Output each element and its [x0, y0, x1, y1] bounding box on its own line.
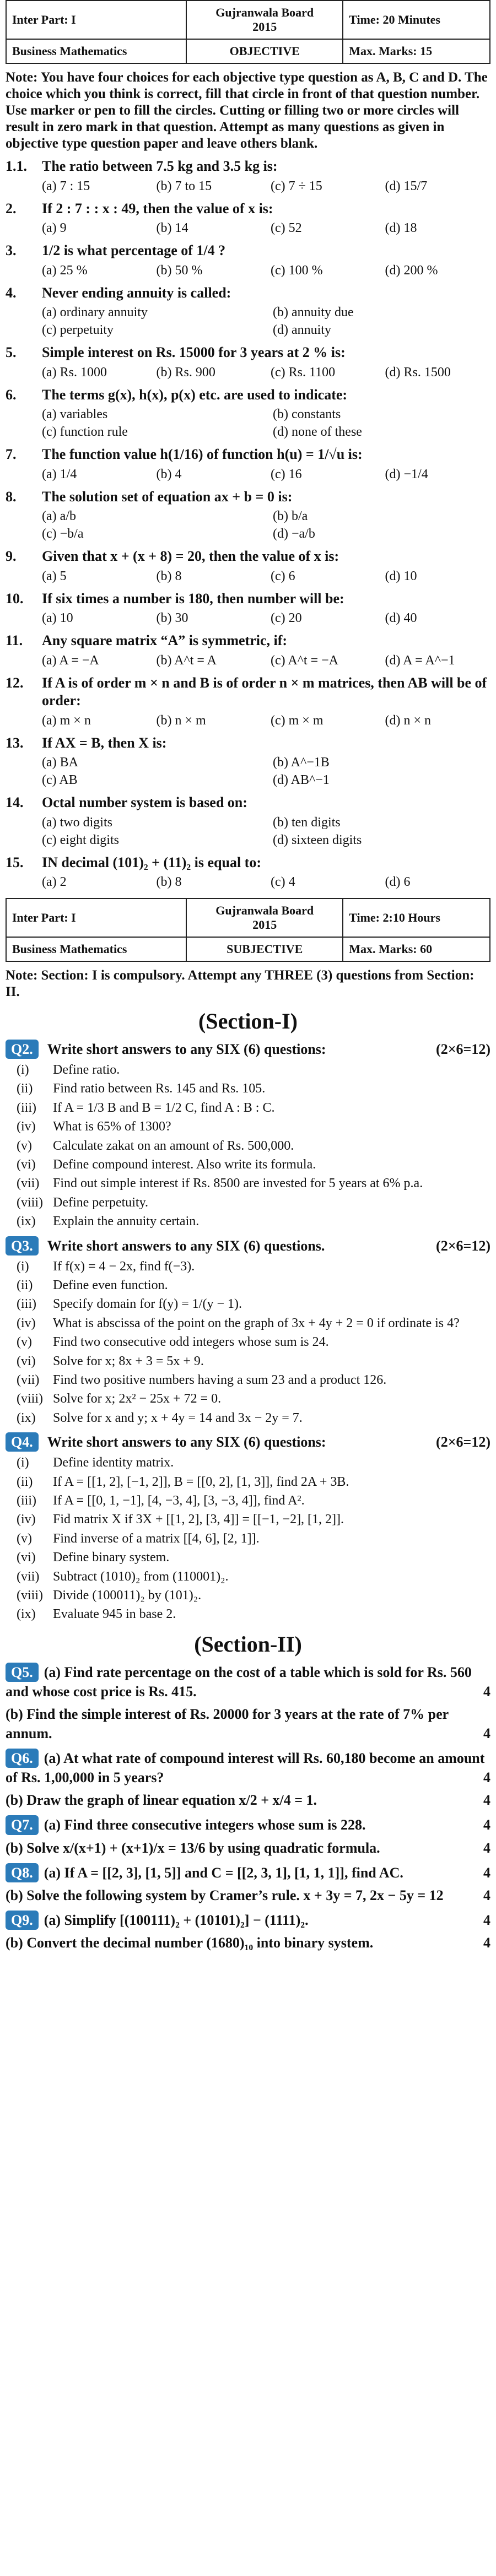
section-2-tag: Q6. [6, 1749, 39, 1768]
section-2-part-a [6, 1663, 490, 1701]
q4-block [6, 1432, 490, 1623]
section-2-part-a [6, 1863, 490, 1882]
mcq-options [42, 304, 490, 338]
section-2-part-a-marks: 4 [483, 1769, 490, 1786]
mcq-text: IN decimal (101)₂ + (11)₂ is equal to: [42, 854, 261, 870]
q3-tag: Q3. [6, 1236, 39, 1255]
section-2-part-a-marks: 4 [483, 1683, 490, 1700]
mcq-option: (c) perpetuity [42, 323, 114, 337]
item-number: (vi) [17, 1354, 36, 1368]
section-2-part-a-text: (a) At what rate of compound interest will Rs. 60,180 become an amount of Rs. 1,00,000 in 5 years? [6, 1750, 485, 1786]
question-item [17, 1194, 490, 1211]
mcq-text: Given that x + (x + 8) = 20, then the value of x is: [42, 548, 339, 564]
mcq-option: (a) 25 % [42, 263, 88, 278]
mcq-item [6, 158, 490, 194]
subjective-part: Inter Part: I [6, 899, 186, 937]
mcq-option: (b) annuity due [273, 305, 354, 320]
question-item [17, 1605, 490, 1623]
section-2-question [6, 1863, 490, 1905]
mcq-options [42, 508, 490, 542]
mcq-option: (a) 1/4 [42, 467, 77, 481]
mcq-option: (b) ten digits [273, 815, 341, 830]
mcq-number: 6. [6, 386, 17, 403]
item-number: (ix) [17, 1607, 36, 1622]
mcq-option: (d) −1/4 [385, 467, 428, 481]
mcq-question [6, 242, 490, 260]
mcq-question [6, 158, 490, 176]
item-number: (vii) [17, 1569, 40, 1584]
mcq-item [6, 734, 490, 789]
mcq-option: (d) 6 [385, 875, 411, 889]
mcq-option: (b) n × m [156, 713, 206, 728]
mcq-text: Any square matrix “A” is symmetric, if: [42, 632, 288, 648]
question-item [17, 1568, 490, 1585]
item-number: (iii) [17, 1297, 36, 1312]
item-text: If f(x) = 4 − 2x, find f(−3). [53, 1259, 195, 1274]
item-text: Find two consecutive odd integers whose sum is 24. [53, 1335, 329, 1350]
item-number: (vii) [17, 1176, 40, 1191]
objective-time: Time: 20 Minutes [343, 1, 490, 39]
question-item [17, 1118, 490, 1135]
item-text: Divide (100011)₂ by (101)₂. [53, 1588, 202, 1603]
mcq-option: (b) constants [273, 407, 341, 421]
section-2-questions [6, 1663, 490, 1952]
objective-type: OBJECTIVE [186, 39, 343, 63]
item-number: (vi) [17, 1550, 36, 1565]
item-number: (viii) [17, 1195, 43, 1210]
item-text: Solve for x; 8x + 3 = 5x + 9. [53, 1354, 204, 1368]
mcq-item [6, 854, 490, 891]
item-number: (ix) [17, 1410, 36, 1425]
question-item [17, 1333, 490, 1351]
mcq-option: (c) 16 [271, 467, 302, 481]
mcq-option: (d) AB^−1 [273, 773, 330, 787]
question-item [17, 1258, 490, 1275]
section-2-part-b-marks: 4 [483, 1725, 490, 1742]
question-item [17, 1156, 490, 1173]
mcq-item [6, 674, 490, 729]
mcq-text: 1/2 is what percentage of 1/4 ? [42, 242, 226, 258]
mcq-item [6, 386, 490, 441]
mcq-option: (c) 20 [271, 611, 302, 625]
q2-heading [6, 1040, 490, 1059]
mcq-item [6, 200, 490, 237]
item-number: (iv) [17, 1119, 36, 1134]
section-2-part-b [6, 1838, 490, 1858]
item-text: If A = [[0, 1, −1], [4, −3, 4], [3, −3, 4]], find A². [53, 1493, 305, 1508]
mcq-options [42, 712, 490, 729]
item-text: Define identity matrix. [53, 1455, 174, 1470]
mcq-option: (a) a/b [42, 509, 76, 523]
mcq-options [42, 262, 490, 279]
mcq-option: (a) variables [42, 407, 108, 421]
mcq-option: (a) 9 [42, 221, 67, 235]
mcq-option: (a) two digits [42, 815, 112, 830]
section-2-part-a-text: (a) Simplify [(100111)₂ + (10101)₂] − (1111)₂. [44, 1912, 309, 1928]
mcq-text: If AX = B, then X is: [42, 734, 167, 751]
mcq-options [42, 652, 490, 669]
mcq-option: (d) Rs. 1500 [385, 365, 451, 380]
item-number: (iii) [17, 1493, 36, 1508]
mcq-text: The ratio between 7.5 kg and 3.5 kg is: [42, 158, 278, 174]
item-text: Define binary system. [53, 1550, 170, 1565]
section-2-part-b-marks: 4 [483, 1887, 490, 1903]
mcq-item [6, 488, 490, 543]
objective-board [186, 1, 343, 39]
mcq-item [6, 548, 490, 585]
mcq-question [6, 548, 490, 566]
item-text: Define compound interest. Also write its formula. [53, 1157, 316, 1172]
mcq-option: (b) A^−1B [273, 755, 330, 770]
mcq-options [42, 364, 490, 381]
mcq-option: (a) Rs. 1000 [42, 365, 107, 380]
mcq-options [42, 754, 490, 788]
q4-tag: Q4. [6, 1432, 39, 1452]
mcq-option: (b) 7 to 15 [156, 178, 212, 193]
section-2-part-a-marks: 4 [483, 1864, 490, 1881]
question-item [17, 1213, 490, 1230]
item-text: Explain the annuity certain. [53, 1214, 200, 1229]
mcq-number: 5. [6, 344, 17, 360]
section-2-part-b [6, 1704, 490, 1743]
item-text: Specify domain for f(y) = 1/(y − 1). [53, 1297, 242, 1312]
mcq-number: 9. [6, 548, 17, 564]
section-2-part-a-text: (a) If A = [[2, 3], [1, 5]] and C = [[2, 3, 1], [1, 1, 1]], find AC. [44, 1864, 403, 1881]
mcq-option: (a) 5 [42, 569, 67, 583]
section-2-title: (Section-II) [194, 1631, 302, 1657]
mcq-question [6, 854, 490, 872]
objective-max-marks: Max. Marks: 15 [343, 39, 490, 63]
subjective-type: SUBJECTIVE [186, 937, 343, 961]
mcq-number: 3. [6, 242, 17, 258]
section-2-question [6, 1815, 490, 1857]
question-item [17, 1352, 490, 1370]
mcq-option: (b) 14 [156, 221, 188, 235]
question-item [17, 1473, 490, 1491]
mcq-option: (c) 100 % [271, 263, 323, 278]
mcq-option: (b) 30 [156, 611, 188, 625]
section-2-part-b-marks: 4 [483, 1934, 490, 1951]
item-text: Find out simple interest if Rs. 8500 are invested for 5 years at 6% p.a. [53, 1176, 423, 1191]
mcq-option: (b) b/a [273, 509, 308, 523]
item-number: (ii) [17, 1081, 33, 1096]
mcq-number: 7. [6, 446, 17, 462]
section-2-part-b-text: (b) Find the simple interest of Rs. 20000 for 3 years at the rate of 7% per annum. [6, 1706, 449, 1742]
item-text: If A = [[1, 2], [−1, 2]], B = [[0, 2], [1, 3]], find 2A + 3B. [53, 1474, 349, 1489]
subjective-max-marks: Max. Marks: 60 [343, 937, 490, 961]
section-2-part-a [6, 1749, 490, 1787]
question-item [17, 1492, 490, 1509]
question-item [17, 1454, 490, 1471]
subjective-time: Time: 2:10 Hours [343, 899, 490, 937]
item-number: (ii) [17, 1278, 33, 1293]
section-2-part-a-marks: 4 [483, 1817, 490, 1833]
mcq-option: (d) A = A^−1 [385, 653, 455, 668]
section-2-tag: Q9. [6, 1911, 39, 1930]
item-number: (iv) [17, 1512, 36, 1527]
mcq-question [6, 446, 490, 464]
item-number: (viii) [17, 1392, 43, 1406]
mcq-option: (b) A^t = A [156, 653, 217, 668]
section-2-part-b-marks: 4 [483, 1839, 490, 1856]
mcq-text: Never ending annuity is called: [42, 284, 231, 301]
mcq-option: (d) annuity [273, 323, 331, 337]
mcq-question [6, 386, 490, 404]
mcq-text: If 2 : 7 : : x : 49, then the value of x is: [42, 200, 273, 217]
mcq-text: If A is of order m × n and B is of order n × m matrices, then AB will be of order: [42, 674, 487, 708]
mcq-options [42, 874, 490, 890]
objective-header [6, 0, 490, 64]
mcq-option: (a) 10 [42, 611, 73, 625]
mcq-option: (c) A^t = −A [271, 653, 338, 668]
mcq-text: The function value h(1/16) of function h(u) = 1/√u is: [42, 446, 363, 462]
section-2-question [6, 1749, 490, 1810]
section-1-title: (Section-I) [198, 1009, 298, 1033]
item-number: (vii) [17, 1373, 40, 1388]
section-2-question [6, 1911, 490, 1952]
mcq-item [6, 632, 490, 669]
q2-marks: (2×6=12) [436, 1041, 490, 1057]
mcq-number: 8. [6, 488, 17, 505]
mcq-number: 11. [6, 632, 23, 648]
section-2-part-a-marks: 4 [483, 1912, 490, 1928]
mcq-text: The terms g(x), h(x), p(x) etc. are used to indicate: [42, 386, 348, 403]
q2-tag: Q2. [6, 1040, 39, 1059]
item-text: What is 65% of 1300? [53, 1119, 171, 1134]
mcq-option: (c) 4 [271, 875, 295, 889]
mcq-options [42, 406, 490, 440]
section-2-part-b-text: (b) Solve the following system by Cramer’s rule. x + 3y = 7, 2x − 5y = 12 [6, 1887, 444, 1903]
question-item [17, 1137, 490, 1155]
mcq-list [6, 158, 490, 890]
section-2-part-b [6, 1886, 490, 1905]
mcq-option: (d) 10 [385, 569, 417, 583]
section-2-part-a [6, 1815, 490, 1834]
mcq-item [6, 590, 490, 627]
q4-marks: (2×6=12) [436, 1434, 490, 1451]
mcq-option: (b) 50 % [156, 263, 203, 278]
q3-marks: (2×6=12) [436, 1237, 490, 1254]
item-number: (i) [17, 1455, 29, 1470]
mcq-option: (a) BA [42, 755, 78, 770]
item-number: (v) [17, 1138, 32, 1153]
section-2-part-b-text: (b) Solve x/(x+1) + (x+1)/x = 13/6 by using quadratic formula. [6, 1839, 380, 1856]
mcq-item [6, 242, 490, 279]
section-2-tag: Q8. [6, 1863, 39, 1882]
mcq-option: (c) m × m [271, 713, 324, 728]
q2-title: Write short answers to any SIX (6) questions: [47, 1041, 326, 1057]
mcq-option: (c) −b/a [42, 527, 84, 541]
item-text: Subtract (1010)₂ from (110001)₂. [53, 1569, 229, 1584]
mcq-text: The solution set of equation ax + b = 0 is: [42, 488, 293, 505]
question-item [17, 1530, 490, 1547]
mcq-option: (d) none of these [273, 425, 362, 439]
mcq-text: Simple interest on Rs. 15000 for 3 years at 2 % is: [42, 344, 346, 360]
item-text: Calculate zakat on an amount of Rs. 500,000. [53, 1138, 294, 1153]
section-2-part-b [6, 1790, 490, 1810]
section-2-question [6, 1663, 490, 1743]
section-2-part-a-text: (a) Find rate percentage on the cost of a table which is sold for Rs. 560 and whose cost price is Rs. 415. [6, 1664, 472, 1700]
mcq-option: (c) 7 ÷ 15 [271, 178, 322, 193]
mcq-option: (d) sixteen digits [273, 832, 362, 847]
mcq-item [6, 344, 490, 381]
mcq-question [6, 674, 490, 710]
mcq-option: (a) A = −A [42, 653, 99, 668]
mcq-option: (d) 18 [385, 221, 417, 235]
item-number: (v) [17, 1531, 32, 1546]
q2-items [17, 1061, 490, 1231]
objective-board-name: Gujranwala Board [215, 6, 314, 19]
mcq-number: 13. [6, 734, 24, 751]
question-item [17, 1549, 490, 1566]
mcq-item [6, 794, 490, 848]
mcq-option: (c) function rule [42, 425, 128, 439]
q4-heading [6, 1432, 490, 1452]
mcq-number: 14. [6, 794, 24, 810]
mcq-option: (a) 2 [42, 875, 67, 889]
mcq-question [6, 794, 490, 812]
q3-block [6, 1236, 490, 1427]
item-text: Solve for x; 2x² − 25x + 72 = 0. [53, 1392, 222, 1406]
section-2-part-a [6, 1911, 490, 1930]
question-item [17, 1061, 490, 1079]
mcq-option: (c) eight digits [42, 832, 119, 847]
subjective-board [186, 899, 343, 937]
section-2-part-b-marks: 4 [483, 1792, 490, 1809]
question-item [17, 1587, 490, 1604]
subjective-header [6, 898, 490, 962]
mcq-options [42, 220, 490, 236]
objective-part: Inter Part: I [6, 1, 186, 39]
mcq-number: 2. [6, 200, 17, 217]
mcq-number: 1.1. [6, 158, 27, 174]
item-text: What is abscissa of the point on the graph of 3x + 4y + 2 = 0 if ordinate is 4? [53, 1316, 460, 1330]
question-item [17, 1409, 490, 1427]
mcq-option: (c) AB [42, 773, 78, 787]
mcq-option: (a) m × n [42, 713, 91, 728]
subjective-board-year: 2015 [252, 918, 277, 932]
objective-note: Note: You have four choices for each objective type question as A, B, C and D. The choice which you think is correct, fill that circle in front of that question number. Use marker or pen to fill the circles. Cutting or filling two or more circles will result in zero mark in that question. Attempt as many questions as given in objective type question paper and leave others blank. [6, 70, 488, 151]
question-item [17, 1295, 490, 1313]
mcq-number: 4. [6, 284, 17, 301]
item-text: Define even function. [53, 1278, 168, 1293]
question-item [17, 1080, 490, 1097]
q3-title: Write short answers to any SIX (6) questions. [47, 1237, 325, 1254]
section-2-tag: Q5. [6, 1663, 39, 1682]
q4-title: Write short answers to any SIX (6) questions: [47, 1434, 326, 1451]
mcq-text: If six times a number is 180, then number will be: [42, 590, 344, 607]
item-text: Evaluate 945 in base 2. [53, 1607, 176, 1622]
subjective-subject: Business Mathematics [6, 937, 186, 961]
mcq-option: (b) 8 [156, 875, 182, 889]
mcq-text: Octal number system is based on: [42, 794, 247, 810]
section-2-part-b [6, 1933, 490, 1952]
mcq-number: 12. [6, 674, 24, 691]
mcq-option: (d) 200 % [385, 263, 438, 278]
mcq-option: (b) Rs. 900 [156, 365, 215, 380]
mcq-question [6, 632, 490, 650]
mcq-option: (d) 40 [385, 611, 417, 625]
mcq-question [6, 488, 490, 506]
item-text: Fid matrix X if 3X + [[1, 2], [3, 4]] = [[−1, −2], [1, 2]]. [53, 1512, 344, 1527]
q3-items [17, 1258, 490, 1427]
item-text: Find ratio between Rs. 145 and Rs. 105. [53, 1081, 266, 1096]
mcq-question [6, 284, 490, 302]
question-item [17, 1099, 490, 1117]
mcq-question [6, 344, 490, 362]
mcq-question [6, 200, 490, 218]
objective-board-year: 2015 [252, 20, 277, 34]
subjective-note: Note: Section: I is compulsory. Attempt any THREE (3) questions from Section: II. [6, 968, 475, 999]
item-number: (vi) [17, 1157, 36, 1172]
mcq-options [42, 568, 490, 585]
item-number: (viii) [17, 1588, 43, 1603]
mcq-option: (d) −a/b [273, 527, 315, 541]
mcq-number: 10. [6, 590, 24, 607]
question-item [17, 1371, 490, 1389]
question-item [17, 1511, 490, 1528]
item-number: (i) [17, 1063, 29, 1078]
item-text: Find two positive numbers having a sum 23 and a product 126. [53, 1373, 387, 1388]
mcq-options [42, 610, 490, 626]
mcq-options [42, 178, 490, 194]
section-2-tag: Q7. [6, 1815, 39, 1834]
q2-block [6, 1040, 490, 1231]
mcq-option: (c) 52 [271, 221, 302, 235]
item-text: If A = 1/3 B and B = 1/2 C, find A : B : C. [53, 1100, 275, 1115]
question-item [17, 1175, 490, 1192]
q3-heading [6, 1236, 490, 1255]
mcq-options [42, 466, 490, 483]
item-number: (i) [17, 1259, 29, 1274]
section-2-part-b-text: (b) Convert the decimal number (1680)₁₀ into binary system. [6, 1934, 374, 1951]
mcq-option: (b) 8 [156, 569, 182, 583]
mcq-option: (d) n × n [385, 713, 432, 728]
mcq-option: (c) 6 [271, 569, 295, 583]
mcq-option: (d) 15/7 [385, 178, 428, 193]
item-number: (ix) [17, 1214, 36, 1229]
item-text: Find inverse of a matrix [[4, 6], [2, 1]]. [53, 1531, 260, 1546]
mcq-option: (a) ordinary annuity [42, 305, 148, 320]
objective-subject: Business Mathematics [6, 39, 186, 63]
mcq-item [6, 284, 490, 339]
mcq-number: 15. [6, 854, 24, 870]
question-item [17, 1314, 490, 1332]
mcq-item [6, 446, 490, 483]
item-number: (iv) [17, 1316, 36, 1330]
question-item [17, 1390, 490, 1408]
item-number: (ii) [17, 1474, 33, 1489]
item-text: Define ratio. [53, 1063, 120, 1078]
section-2-part-b-text: (b) Draw the graph of linear equation x/2 + x/4 = 1. [6, 1792, 317, 1809]
subjective-board-name: Gujranwala Board [215, 903, 314, 917]
item-number: (v) [17, 1335, 32, 1350]
item-text: Define perpetuity. [53, 1195, 149, 1210]
mcq-option: (a) 7 : 15 [42, 178, 90, 193]
q4-items [17, 1454, 490, 1623]
mcq-option: (c) Rs. 1100 [271, 365, 336, 380]
section-2-part-a-text: (a) Find three consecutive integers whose sum is 228. [44, 1817, 366, 1833]
mcq-question [6, 734, 490, 753]
item-text: Solve for x and y; x + 4y = 14 and 3x − 2y = 7. [53, 1410, 303, 1425]
question-item [17, 1276, 490, 1294]
item-number: (iii) [17, 1100, 36, 1115]
mcq-option: (b) 4 [156, 467, 182, 481]
mcq-options [42, 814, 490, 848]
mcq-question [6, 590, 490, 608]
